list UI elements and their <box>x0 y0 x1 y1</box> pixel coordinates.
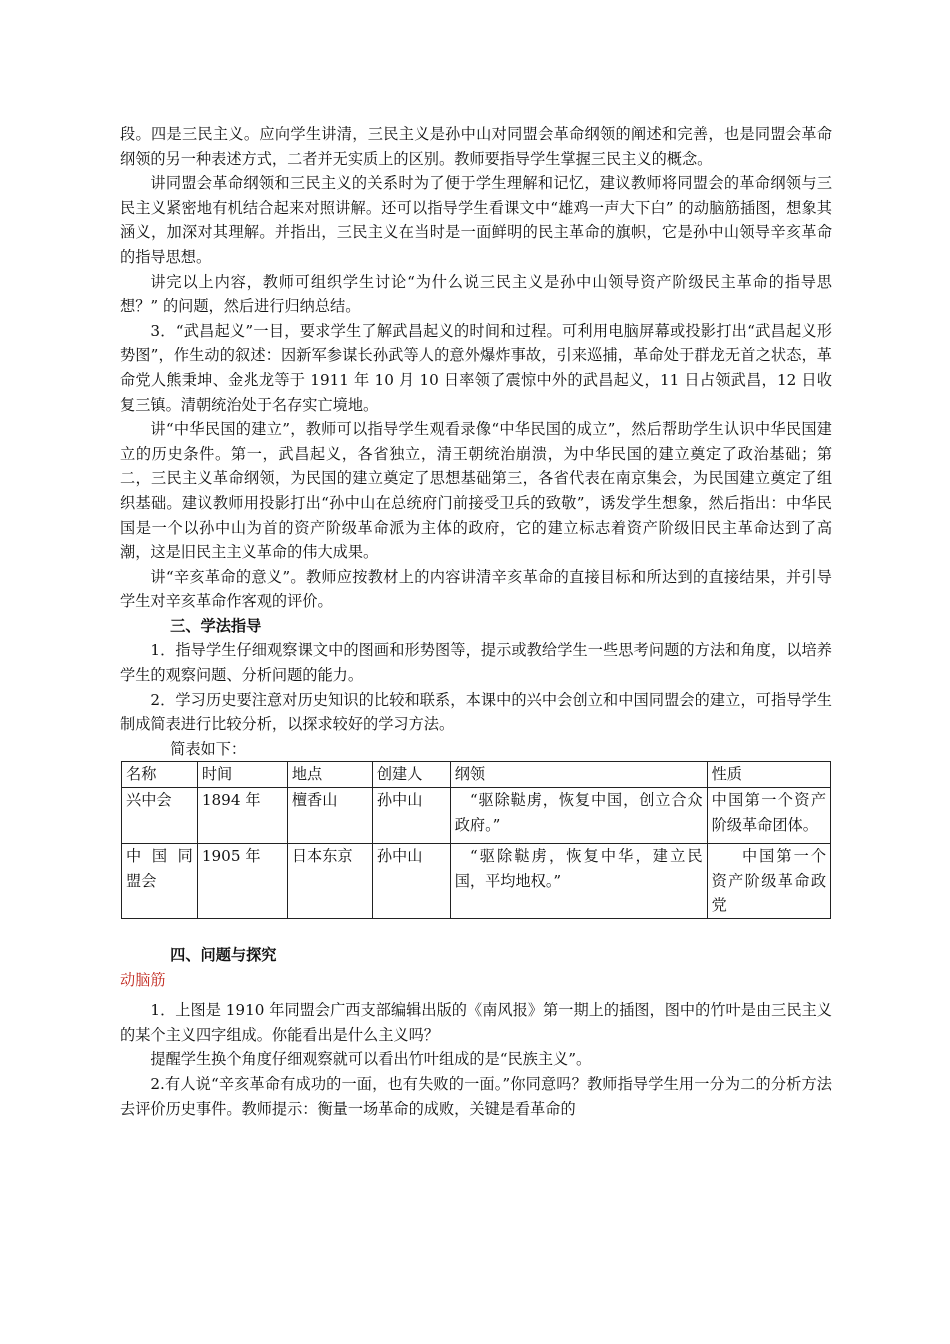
paragraph: 1．指导学生仔细观察课文中的图画和形势图等，提示或教给学生一些思考问题的方法和角度，以培养学生的观察问题、分析问题的能力。 <box>120 641 832 685</box>
table-header-row <box>122 762 831 788</box>
paragraph: 段。四是三民主义。应向学生讲清，三民主义是孙中山对同盟会革命纲领的阐述和完善，也是同盟会革命纲领的另一种表述方式，二者并无实质上的区别。教师要指导学生掌握三民主义的概念。 <box>120 125 832 168</box>
table-cell: 1894 年 <box>197 788 287 844</box>
table-header-cell: 名称 <box>122 762 198 788</box>
table-cell: “驱除鞑虏，恢复中国，创立合众政府。” <box>450 788 707 844</box>
section-heading: 四、问题与探究 <box>170 946 277 964</box>
paragraph: 讲“中华民国的建立”，教师可以指导学生观看录像“中华民国的成立”，然后帮助学生认识中华民国建立的历史条件。第一，武昌起义，各省独立，清王朝统治崩溃，为中华民国的建立奠定了政治基础；第二，三民主义革命纲领，为民国的建立奠定了思想基础第三，各省代表在南京集会，为民国建立奠定了组织基础。建议教师用投影打出“孙中山在总统府门前接受卫兵的致敬”，诱发学生想象，然后指出：中华民国是一个以孙中山为首的资产阶级革命派为主体的政府，它的建立标志着资产阶级旧民主革命达到了高潮，这是旧民主主义革命的伟大成果。 <box>120 420 832 562</box>
table-cell: 1905 年 <box>197 844 287 919</box>
table-cell: 兴中会 <box>122 788 198 844</box>
table-cell: 孙中山 <box>372 844 450 919</box>
table-cell: 檀香山 <box>287 788 372 844</box>
paragraph: 提醒学生换个角度仔细观察就可以看出竹叶组成的是“民族主义”。 <box>150 1050 592 1069</box>
table-cell: 中国第一个资产阶级革命团体。 <box>707 788 830 844</box>
table-cell: 日本东京 <box>287 844 372 919</box>
subheading: 动脑筋 <box>120 970 166 989</box>
paragraph: 讲完以上内容，教师可组织学生讨论“为什么说三民主义是孙中山领导资产阶级民主革命的指导思想？” 的问题，然后进行归纳总结。 <box>120 272 832 316</box>
table-cell: “驱除鞑虏，恢复中华，建立民国，平均地权。” <box>450 844 707 919</box>
comparison-table <box>121 761 831 919</box>
table-cell: 中国第一个资产阶级革命政党 <box>707 844 830 919</box>
table-header-cell: 纲领 <box>450 762 707 788</box>
paragraph: 2．学习历史要注意对历史知识的比较和联系，本课中的兴中会创立和中国同盟会的建立，可指导学生制成简表进行比较分析，以探求较好的学习方法。 <box>120 690 832 734</box>
paragraph: 2.有人说“辛亥革命有成功的一面，也有失败的一面。”你同意吗？教师指导学生用一分为二的分析方法去评价历史事件。教师提示：衡量一场革命的成败，关键是看革命的 <box>120 1074 832 1118</box>
table-cell: 中 国 同盟会 <box>122 844 198 919</box>
table-header-cell: 性质 <box>707 762 830 788</box>
document-page <box>120 122 832 1121</box>
paragraph: 讲同盟会革命纲领和三民主义的关系时为了便于学生理解和记忆，建议教师将同盟会的革命纲领与三民主义紧密地有机结合起来对照讲解。还可以指导学生看课文中“雄鸡一声大下白” 的动脑筋插图，想象其涵义，加深对其理解。并指出，三民主义在当时是一面鲜明的民主革命的旗帜，它是孙中山领导辛亥革命的指导思想。 <box>120 174 832 266</box>
table-header-cell: 地点 <box>287 762 372 788</box>
spacer <box>120 919 832 943</box>
section-heading: 三、学法指导 <box>170 616 262 635</box>
table-caption: 简表如下： <box>170 739 247 758</box>
table-header-cell: 创建人 <box>372 762 450 788</box>
table-row <box>122 844 831 919</box>
table-cell: 孙中山 <box>372 788 450 844</box>
paragraph: 讲“辛亥革命的意义”。教师应按教材上的内容讲清辛亥革命的直接目标和所达到的直接结果，并引导学生对辛亥革命作客观的评价。 <box>120 567 832 611</box>
paragraph: 1．上图是 1910 年同盟会广西支部编辑出版的《南风报》第一期上的插图，图中的竹叶是由三民主义的某个主义四字组成。你能看出是什么主义吗？ <box>120 1001 832 1044</box>
paragraph: 3．“武昌起义”一目，要求学生了解武昌起义的时间和过程。可利用电脑屏幕或投影打出“武昌起义形势图”，作生动的叙述：因新军参谋长孙武等人的意外爆炸事故，引来巡捕，革命处于群龙无首之状态，革命党人熊秉坤、金兆龙等于 1911 年 10 月 10 日率领了震惊中外的武昌起义，11 日占领武昌，12 日收复三镇。清朝统治处于名存实亡境地。 <box>120 321 832 414</box>
table-header-cell: 时间 <box>197 762 287 788</box>
table-row <box>122 788 831 844</box>
